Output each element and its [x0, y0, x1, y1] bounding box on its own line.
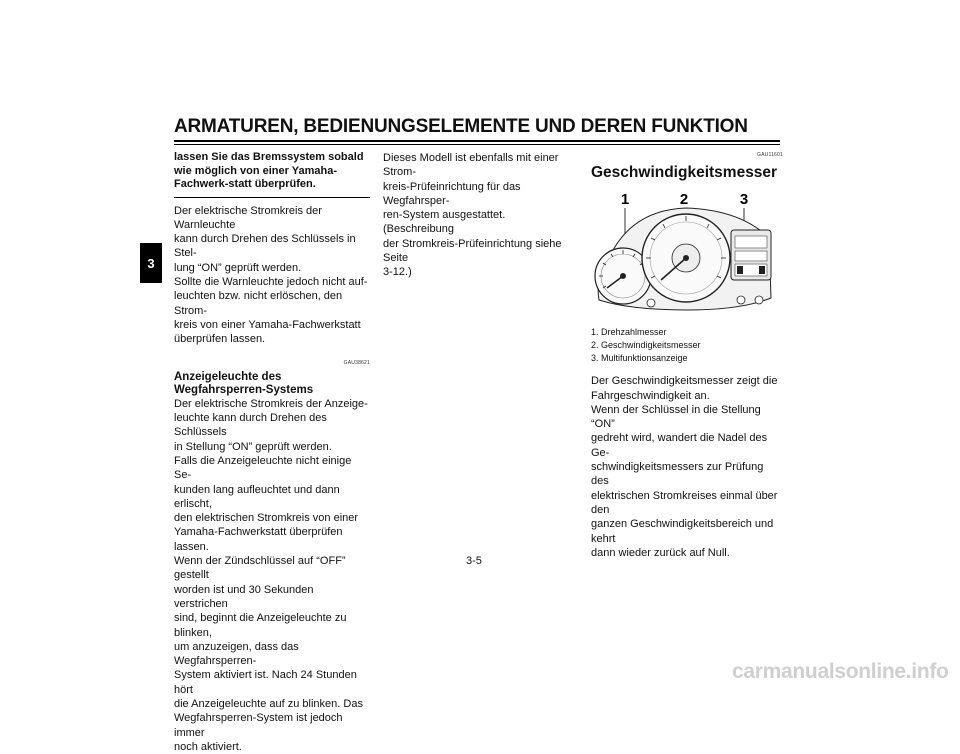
- text-line: leuchte kann durch Drehen des Schlüssels: [174, 412, 327, 439]
- figure-label-3: 3: [739, 191, 749, 209]
- text-line: Der elektrische Stromkreis der Warnleuchte: [174, 204, 322, 231]
- text-line: kreis von einer Yamaha-Fachwerkstatt: [174, 318, 361, 331]
- section-title-speedometer: Geschwindigkeitsmesser: [591, 164, 778, 182]
- chapter-tab: 3: [140, 243, 162, 283]
- text-line: ren-System ausgestattet. (Beschreibung: [383, 209, 506, 236]
- header-rule-thin: [174, 144, 780, 145]
- text-line: um anzuzeigen, dass das Wegfahrsperren-: [174, 640, 299, 668]
- text-line: Fahrgeschwindigkeit an.: [591, 389, 710, 402]
- text-line: Sollte die Warnleuchte jedoch nicht auf-: [174, 275, 368, 288]
- text-line: der Stromkreis-Prüfeinrichtung siehe Seite: [383, 237, 562, 265]
- text-line: Yamaha-Fachwerkstatt überprüfen lassen.: [174, 526, 343, 553]
- instrument-cluster-illustration: [591, 188, 781, 318]
- callout-item: 3. Multifunktionsanzeige: [591, 353, 688, 364]
- figure-label-1: 1: [620, 191, 630, 209]
- text-line: gedreht wird, wandert die Nadel des Ge-: [591, 432, 768, 459]
- text-line: ganzen Geschwindigkeitsbereich und kehrt: [591, 518, 774, 545]
- text-line: worden ist und 30 Sekunden verstrichen: [174, 583, 314, 610]
- text-line: kann durch Drehen des Schlüssels in Stel-: [174, 233, 356, 260]
- warning-title: lassen Sie das Bremssystem sobald wie möglich von einer Yamaha-Fachwerk-statt überprüfen.: [174, 151, 364, 190]
- callout-item: 2. Geschwindigkeitsmesser: [591, 340, 701, 351]
- text-line: Der elektrische Stromkreis der Anzeige-: [174, 397, 368, 410]
- text-line: sind, beginnt die Anzeigeleuchte zu blinken,: [174, 612, 347, 639]
- text-line: 3-12.): [383, 266, 412, 279]
- text-line: Der Geschwindigkeitsmesser zeigt die: [591, 375, 778, 388]
- text-line: die Anzeigeleuchte auf zu blinken. Das: [174, 698, 363, 710]
- text-line: Wegfahrsperren-System ist jedoch immer: [174, 712, 343, 739]
- speedometer-paragraph: [591, 374, 783, 560]
- immobilizer-paragraph: [174, 397, 370, 754]
- text-line: kreis-Prüfeinrichtung für das Wegfahrsper-: [383, 180, 521, 207]
- text-line: leuchten bzw. nicht erlöschen, den Strom-: [174, 290, 343, 317]
- page-number: 3-5: [466, 555, 482, 567]
- text-line: Wenn der Schlüssel in die Stellung “ON”: [591, 403, 761, 431]
- callout-item: 1. Drehzahlmesser: [591, 327, 667, 338]
- text-line: System aktiviert ist. Nach 24 Stunden hört: [174, 669, 357, 696]
- text-line: lung “ON” geprüft werden.: [174, 261, 302, 274]
- section-title-immobilizer: Anzeigeleuchte des Wegfahrsperren-Systems: [174, 370, 314, 396]
- column-left: [174, 151, 370, 754]
- section-code: GAU11601: [757, 152, 783, 158]
- figure-label-2: 2: [679, 191, 689, 209]
- column-middle: [383, 151, 579, 280]
- column-right: [591, 148, 783, 560]
- text-line: Dieses Modell ist ebenfalls mit einer Strom-: [383, 152, 559, 179]
- text-line: elektrischen Stromkreises einmal über den: [591, 489, 778, 516]
- figure-callouts: [591, 326, 783, 365]
- header-rule: [174, 140, 780, 142]
- text-line: Falls die Anzeigeleuchte nicht einige Se-: [174, 454, 352, 482]
- text-line: Wenn der Zündschlüssel auf “OFF” gestellt: [174, 555, 346, 582]
- page-header-title: ARMATUREN, BEDIENUNGSELEMENTE UND DEREN FUNKTION: [174, 116, 748, 137]
- text-line: schwindigkeitsmessers zur Prüfung des: [591, 461, 764, 488]
- text-line: den elektrischen Stromkreis von einer: [174, 512, 359, 525]
- warning-lamp-paragraph: [174, 204, 370, 347]
- text-line: noch aktiviert.: [174, 740, 242, 753]
- text-line: kunden lang aufleuchtet und dann erlischt,: [174, 483, 340, 510]
- text-line: in Stellung “ON” geprüft werden.: [174, 440, 332, 453]
- text-line: überprüfen lassen.: [174, 333, 266, 346]
- instrument-cluster-figure: [591, 188, 781, 318]
- text-line: dann wieder zurück auf Null.: [591, 546, 730, 559]
- warning-divider: [174, 197, 370, 198]
- watermark-footer[interactable]: carmanualsonline.info: [732, 660, 949, 683]
- section-code: GAU38621: [343, 360, 370, 367]
